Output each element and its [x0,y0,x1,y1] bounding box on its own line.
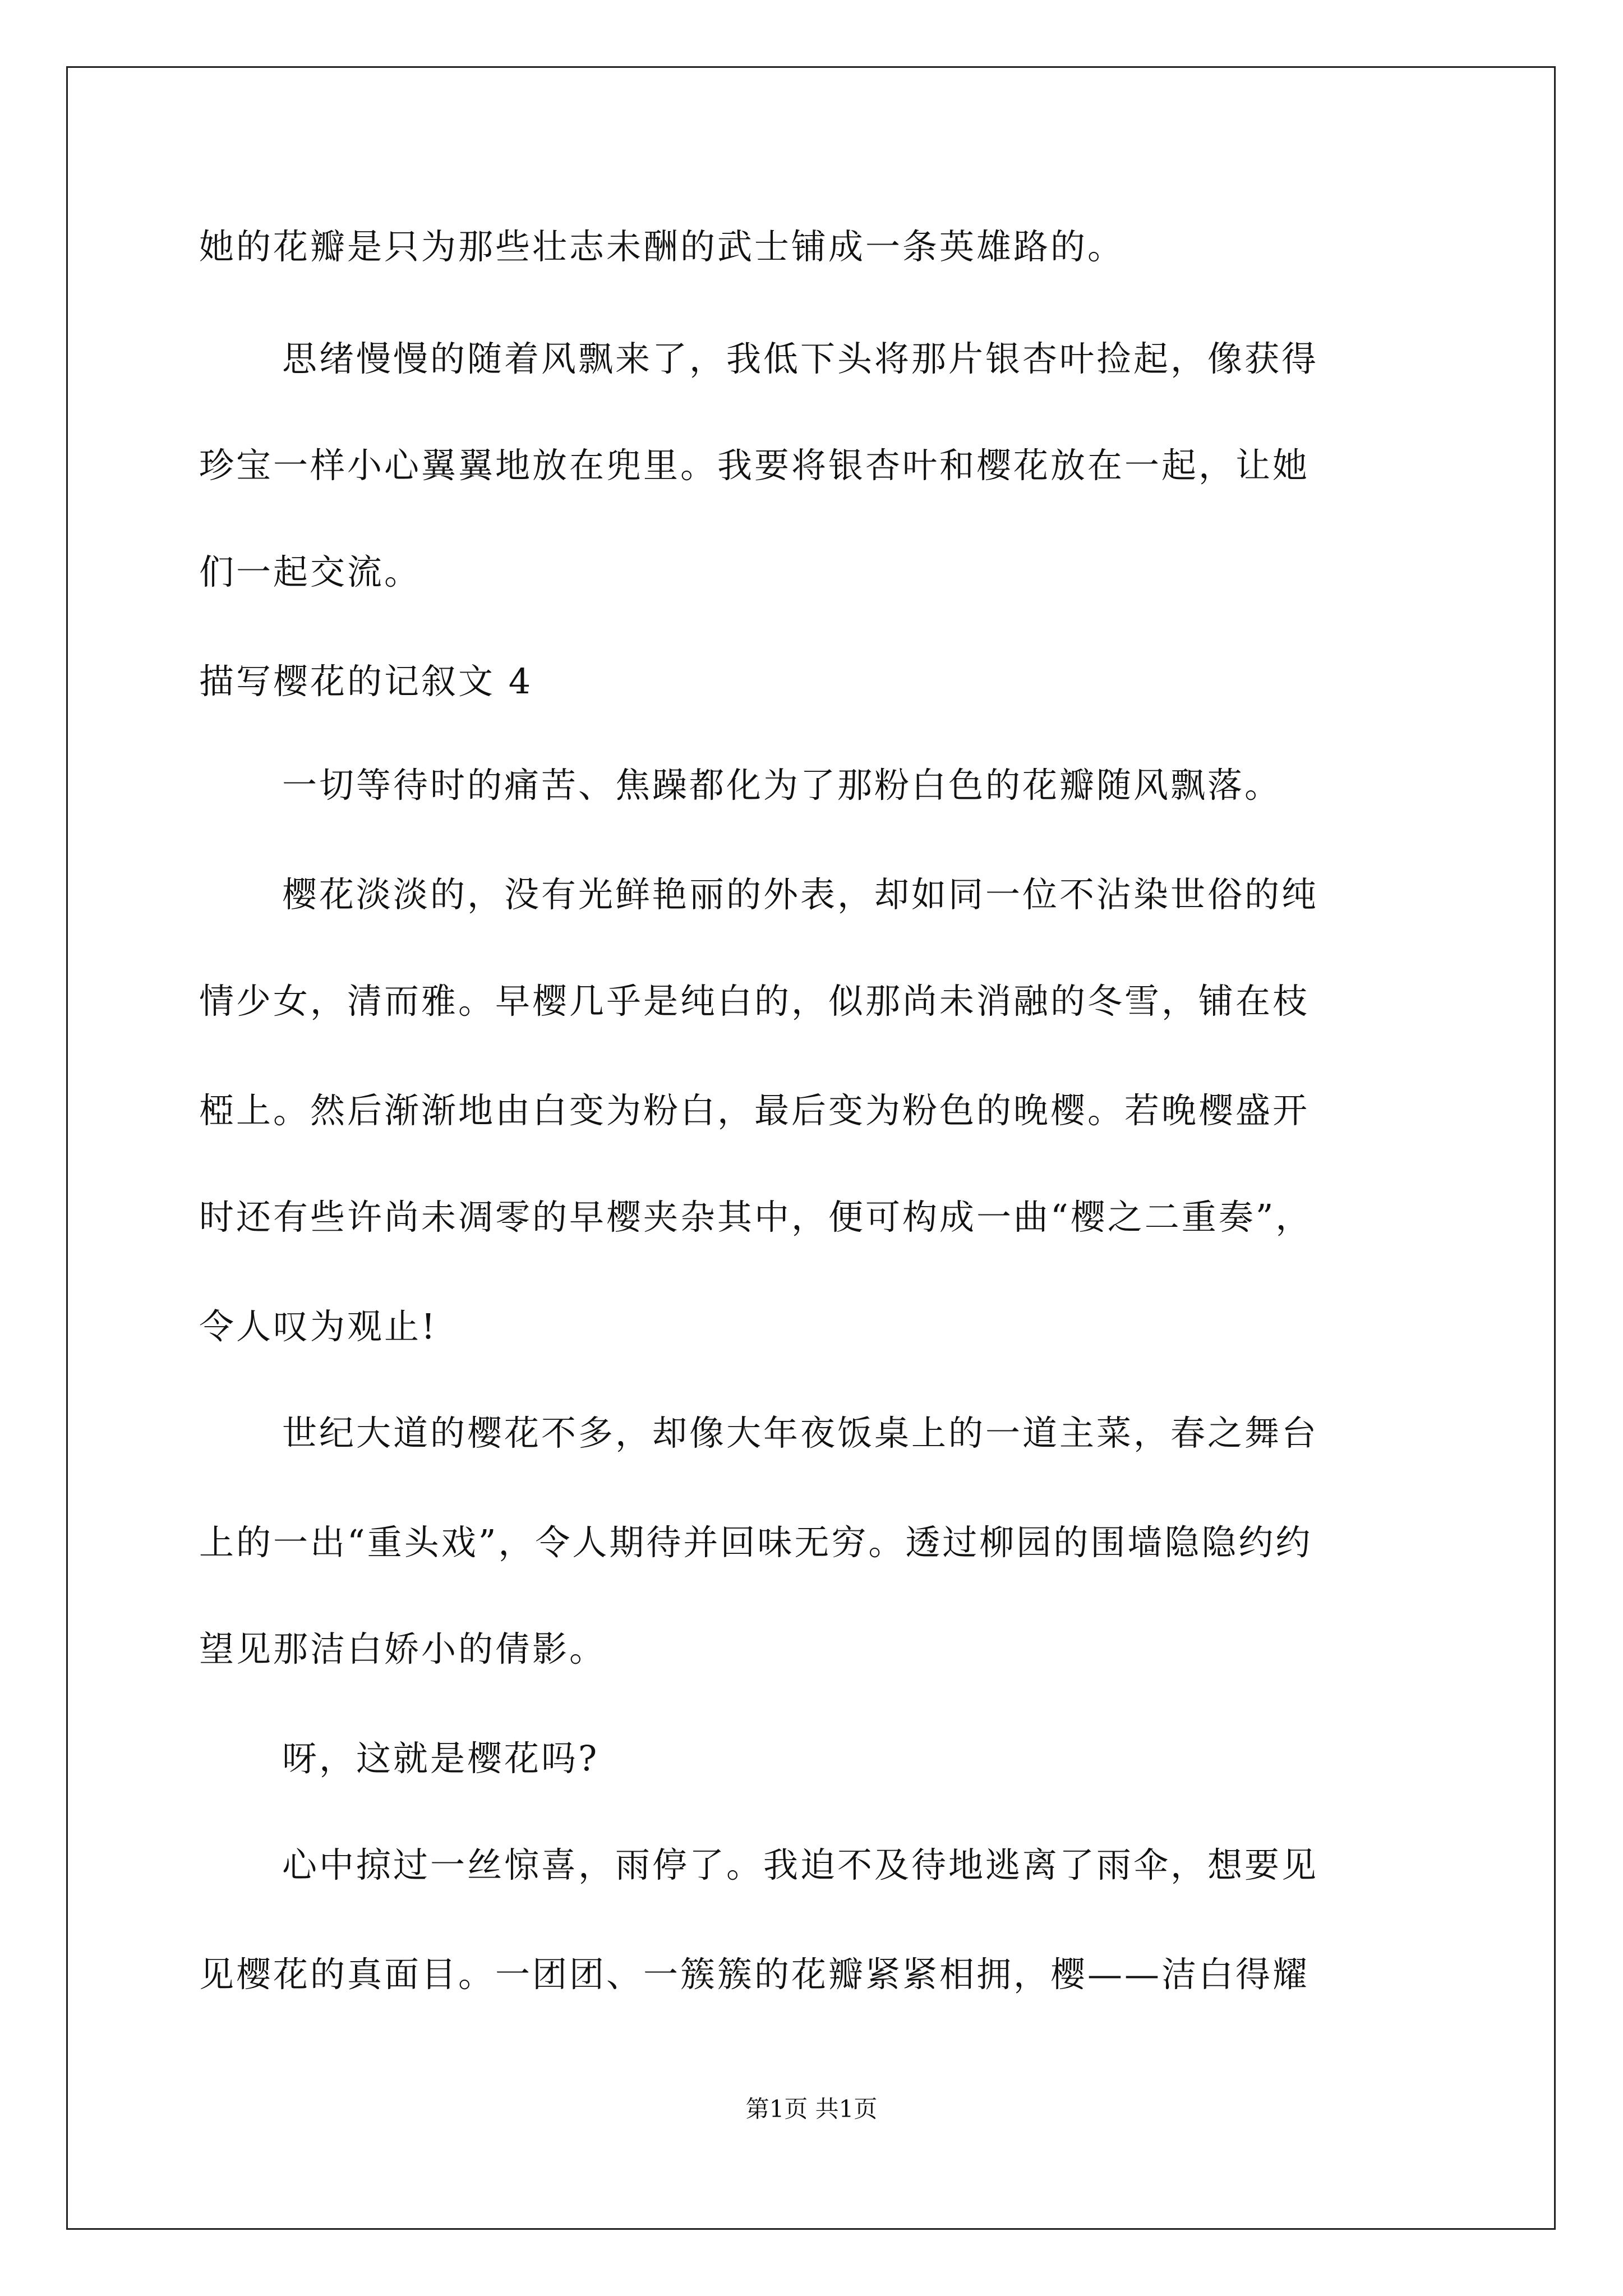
text-line: 见樱花的真面目。一团团、一簇簇的花瓣紧紧相拥，樱——洁白得耀 [199,1954,1310,1995]
text-line: 令人叹为观止! [199,1306,437,1347]
text-line: 呀，这就是樱花吗? [282,1738,600,1779]
text-line: 望见那洁白娇小的倩影。 [199,1628,607,1669]
text-line: 樱花淡淡的，没有光鲜艳丽的外表，却如同一位不沾染世俗的纯 [282,874,1319,915]
text-line: 一切等待时的痛苦、焦躁都化为了那粉白色的花瓣随风飘落。 [282,765,1282,806]
text-line: 珍宝一样小心翼翼地放在兜里。我要将银杏叶和樱花放在一起，让她 [199,445,1310,486]
text-line: 们一起交流。 [199,551,422,592]
text-line: 时还有些许尚未凋零的早樱夹杂其中，便可构成一曲“樱之二重奏”， [199,1197,1313,1237]
text-line: 她的花瓣是只为那些壮志未酬的武士铺成一条英雄路的。 [199,226,1125,267]
text-line: 思绪慢慢的随着风飘来了，我低下头将那片银杏叶捡起，像获得 [282,338,1319,379]
page-border [66,66,1556,2230]
section-heading: 描写樱花的记叙文 4 [199,661,533,702]
text-line: 椏上。然后渐渐地由白变为粉白，最后变为粉色的晚樱。若晚樱盛开 [199,1090,1310,1131]
text-line: 情少女，清而雅。早樱几乎是纯白的，似那尚未消融的冬雪，铺在枝 [199,981,1310,1022]
text-line: 世纪大道的樱花不多，却像大年夜饭桌上的一道主菜，春之舞台 [282,1412,1319,1453]
text-line: 心中掠过一丝惊喜，雨停了。我迫不及待地逃离了雨伞，想要见 [282,1844,1319,1885]
page-footer: 第1页 共1页 [745,2095,878,2123]
text-line: 上的一出“重头戏”，令人期待并回味无穷。透过柳园的围墙隐隐约约 [199,1522,1313,1563]
